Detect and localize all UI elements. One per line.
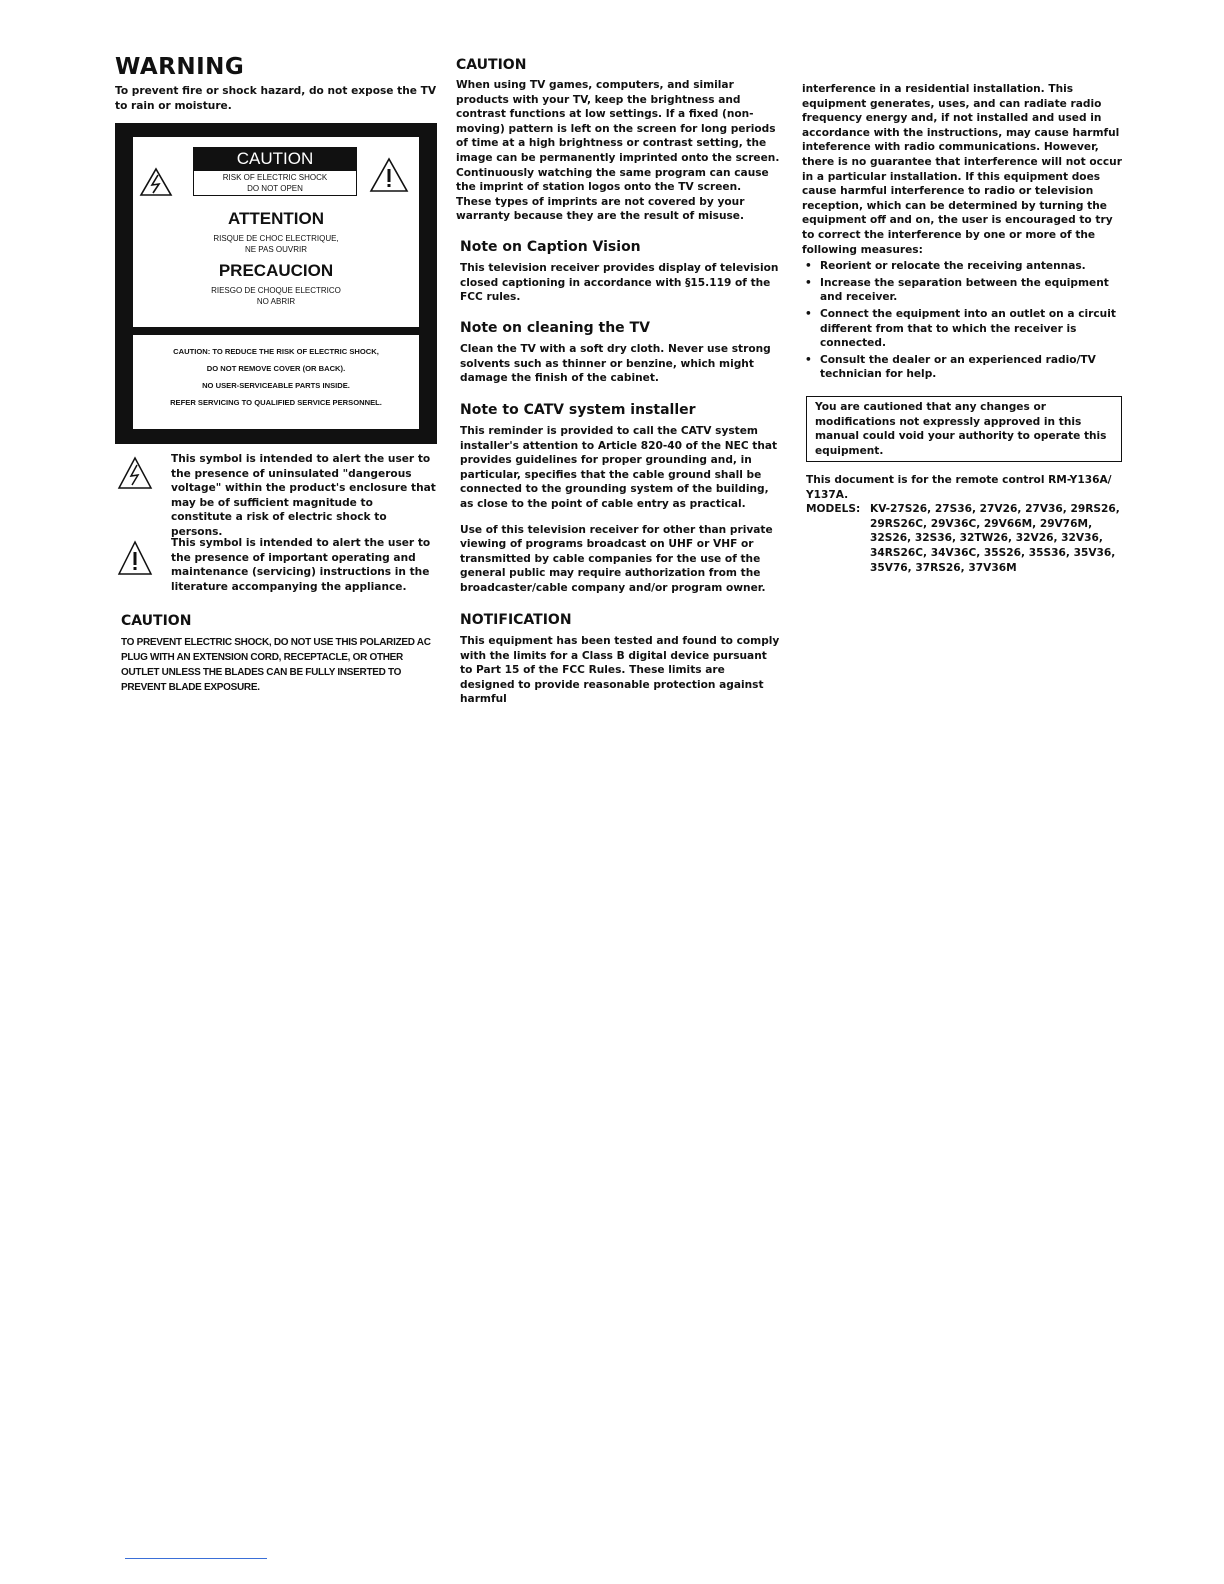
models-label: MODELS: — [806, 503, 861, 516]
caution-banner: CAUTION — [193, 147, 357, 170]
attention-sub-line-2: NE PAS OUVRIR — [244, 245, 308, 254]
catv-text-2: Use of this television receiver for other than private viewing of programs broadcast on UHF or VHF or transmitted by cable companies for the use of the general public may require authorization from the broadcaster/cable company and/or program owner. — [460, 523, 773, 594]
cleaning-section — [460, 319, 780, 386]
label-lower-line-4: REFER SERVICING TO QUALIFIED SERVICE PERSONNEL. — [170, 398, 382, 407]
catv-text-1: This reminder is provided to call the CATV system installer's attention to Article 820-40 of the NEC that provides guidelines for proper grounding and, in particular, specifies that the cable ground shall be connected to the grounding system of the building, as close to the point of cable entry as practical. — [460, 425, 778, 510]
label-lower-line-1: CAUTION: TO REDUCE THE RISK OF ELECTRIC SHOCK, — [173, 347, 379, 356]
caution-plug-title: CAUTION — [121, 613, 192, 629]
precaucion-title: PRECAUCION — [218, 261, 334, 280]
precaucion-sub-line-1: RIESGO DE CHOQUE ELECTRICO — [211, 286, 341, 295]
caution-label-graphic — [115, 123, 437, 444]
voltage-symbol-text: This symbol is intended to alert the user to the presence of uninsulated "dangerous voltage" within the product's enclosure that may be of sufficient magnitude to constitute a risk of electric shock to persons. — [171, 453, 436, 538]
modification-notice-box — [806, 396, 1122, 462]
catv-title: Note to CATV system installer — [460, 402, 696, 418]
label-lower-line-3: NO USER-SERVICEABLE PARTS INSIDE. — [202, 381, 350, 390]
notification-text: This equipment has been tested and found to comply with the limits for a Class B digital device pursuant to Part 15 of the FCC Rules. These limits are designed to provide reasonable protection against harmful — [460, 635, 780, 706]
caution-games-title: CAUTION — [456, 57, 527, 73]
exclamation-triangle-icon — [369, 157, 409, 193]
exclamation-triangle-icon — [117, 540, 153, 576]
label-lower-line-2: DO NOT REMOVE COVER (OR BACK). — [206, 364, 346, 373]
caution-games-text: When using TV games, computers, and similar products with your TV, keep the brightness and contrast functions at low settings. If a fixed (non-moving) pattern is left on the screen for long periods of time at a high brightness or contrast setting, the image can be permanently imprinted onto the screen. Continuously watching the same program can cause the imprint of station logos onto the TV screen. These types of imprints are not covered by your warranty because they are the result of misuse. — [456, 79, 780, 223]
catv-section — [460, 401, 780, 596]
cleaning-text: Clean the TV with a soft dry cloth. Never use strong solvents such as thinner or benzine, which might damage the finish of the cabinet. — [460, 343, 771, 385]
voltage-symbol-note — [115, 452, 437, 540]
modification-notice-text: You are cautioned that any changes or modifications not expressly approved in this manual could void your authority to operate this equipment. — [815, 401, 1107, 457]
footer-rule — [125, 1558, 267, 1559]
caution-plug-text: TO PREVENT ELECTRIC SHOCK, DO NOT USE THIS POLARIZED AC PLUG WITH AN EXTENSION CORD, RECEPTACLE, OR OTHER OUTLET UNLESS THE BLADES CAN BE FULLY INSERTED TO PREVENT BLADE EXPOSURE. — [121, 637, 431, 693]
list-item: • Connect the equipment into an outlet on a circuit different from that to which the receiver is connected. — [802, 307, 1128, 351]
list-item: • Reorient or relocate the receiving antennas. — [802, 259, 1128, 274]
notification-title: NOTIFICATION — [460, 612, 572, 628]
interference-text: interference in a residential installation. This equipment generates, uses, and can radiate radio frequency energy and, if not installed and used in accordance with the instructions, may cause harmful inteference with radio communications. However, there is no guarantee that interference will not occur in a particular installation. If this equipment does cause harmful interference to radio or television reception, which can be determined by turning the equipment off and on, the user is encouraged to try to correct the interference by one or more of the following measures: — [802, 83, 1122, 256]
notification-section — [460, 611, 780, 707]
caution-plug-section — [121, 612, 437, 695]
list-item: • Consult the dealer or an experienced radio/TV technician for help. — [802, 353, 1128, 382]
caution-sub — [193, 170, 357, 196]
exclamation-symbol-text: This symbol is intended to alert the user to the presence of important operating and maintenance (servicing) instructions in the literature accompanying the appliance. — [171, 537, 431, 593]
attention-title: ATTENTION — [227, 209, 324, 228]
interference-section — [802, 82, 1128, 382]
measures-list — [802, 259, 1128, 382]
attention-sub-line-1: RISQUE DE CHOC ELECTRIQUE, — [213, 234, 339, 243]
models-list: KV-27S26, 27S36, 27V26, 27V36, 29RS26, 29RS26C, 29V36C, 29V66M, 29V76M, 32S26, 32S36, 32TW26, 32V26, 32V36, 34RS26C, 34V36C, 35S26, 35S36, 35V36, 35V76, 37RS26, 37V36M — [870, 503, 1120, 574]
document-text: This document is for the remote control RM-Y136A/ Y137A. — [806, 474, 1112, 501]
caution-sub-line-2: DO NOT OPEN — [247, 184, 303, 193]
warning-title: WARNING — [115, 54, 245, 80]
list-item: • Increase the separation between the equipment and receiver. — [802, 276, 1128, 305]
caption-vision-text: This television receiver provides display of television closed captioning in accordance with §15.119 of the FCC rules. — [460, 262, 779, 304]
lightning-triangle-icon — [117, 456, 153, 490]
warning-text: To prevent fire or shock hazard, do not expose the TV to rain or moisture. — [115, 85, 437, 112]
caution-label-upper — [133, 137, 419, 327]
caption-vision-title: Note on Caption Vision — [460, 239, 641, 255]
caution-games-section — [456, 56, 780, 224]
caption-vision-section — [460, 238, 780, 305]
document-info — [806, 473, 1128, 575]
exclamation-symbol-note — [115, 536, 437, 594]
caution-sub-line-1: RISK OF ELECTRIC SHOCK — [222, 173, 328, 182]
caution-label-lower — [133, 335, 419, 429]
models-row — [806, 502, 1128, 575]
lightning-triangle-icon — [139, 167, 173, 197]
cleaning-title: Note on cleaning the TV — [460, 320, 650, 336]
precaucion-sub-line-2: NO ABRIR — [256, 297, 296, 306]
